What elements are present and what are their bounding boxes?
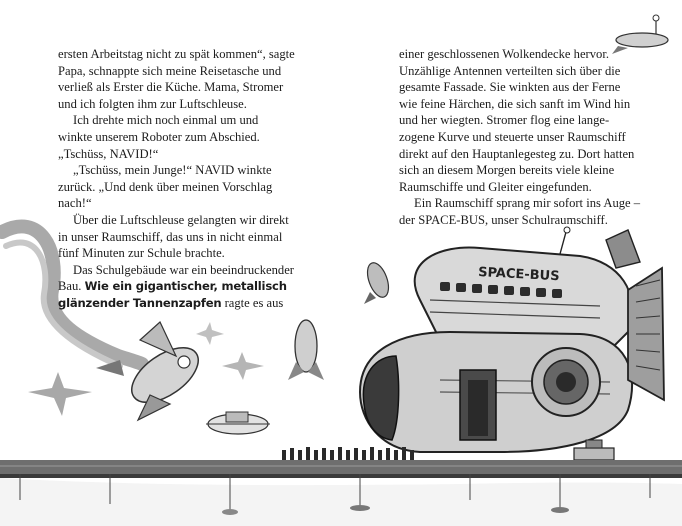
mid-rocket [288,320,324,380]
text-line: in unser Raumschiff, das uns in nicht einmal [58,229,283,244]
text-line: gesamte Fassade. Sie winkten aus der Ferne [399,80,621,95]
left-page-text [58,46,343,312]
text-line: einer geschlossenen Wolkendecke hervor. [399,47,609,61]
text-line: Das Schulgebäude war ein beeindruckender [73,262,294,277]
text-line: und ich folgten ihm zur Luftschleuse. [58,96,247,111]
text-line [58,295,343,312]
plane-silhouette [28,372,92,416]
text-line: ersten Arbeitstag nicht zu spät kommen“, sagte [58,47,295,61]
text-line: zogene Kurve und steuerte unser Raumschiff [399,129,626,144]
text-line: fünf Minuten zur Schule brachte. [58,246,225,261]
text-line: Über die Luftschleuse gelangten wir direkt [73,212,289,227]
text-line: zurück. „Und denk über meinen Vorschlag [58,179,273,194]
space-bus [360,227,664,452]
saucer-ship [206,412,270,434]
text-line: und her wiegten. Stromer flog eine lange- [399,113,610,128]
text-line: Ich drehte mich noch einmal um und [73,113,259,128]
text-line: wie feine Härchen, die sich sanft im Wind hin [399,96,631,111]
text-span: ragte es aus [221,295,284,310]
text-line: Papa, schnappte sich meine Reisetasche und [58,63,282,78]
text-line: Raumschiffe und Gleiter eingefunden. [399,179,592,194]
text-line: Unzählige Antennen verteilten sich über die [399,63,621,78]
text-line: nach!“ [58,196,92,211]
text-line: der SPACE-BUS, unser Schulraumschiff. [399,212,608,227]
text-line: „Tschüss, NAVID!“ [58,146,159,161]
right-page-text [399,46,661,229]
text-line: sich an diesem Morgen bereits viele kleine [399,163,615,178]
small-rocket [363,260,392,304]
comic-emphasis: glänzender Tannenzapfen [58,295,222,310]
text-span: Bau. [58,279,85,294]
text-line: winkte unserem Roboter zum Abschied. [58,129,260,144]
comic-emphasis: Wie ein gigantischer, metallisch [84,279,287,294]
bus-label: SPACE-BUS [477,265,560,285]
text-line: Ein Raumschiff sprang mir sofort ins Auge – [414,196,641,211]
text-line: direkt auf den Hauptanlegesteg zu. Dort hatten [399,146,635,161]
left-spaceship [96,322,208,420]
text-line: „Tschüss, mein Junge!“ NAVID winkte [73,163,272,178]
landing-platform [0,460,682,526]
text-line: verließ als Erster die Küche. Mama, Stromer [58,80,284,95]
text-line [58,278,343,295]
crowd-silhouettes [282,447,414,462]
